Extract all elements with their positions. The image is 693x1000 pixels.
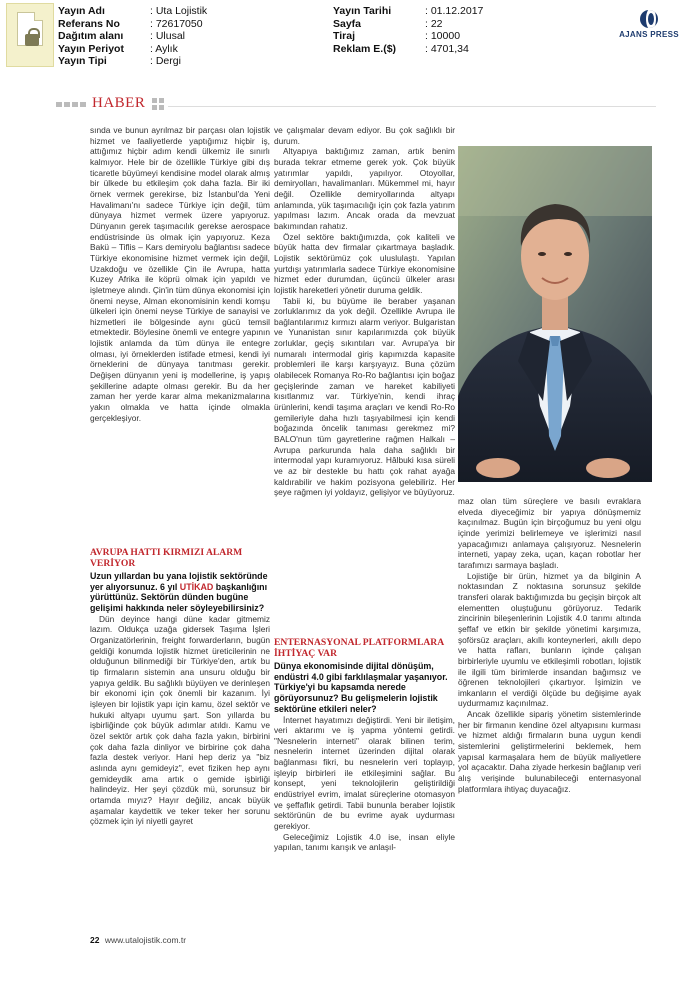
decorative-dots <box>56 102 86 107</box>
paragraph: Dün deyince hangi düne kadar gitmemiz lazım. Oldukça uzağa gidersek Taşıma İşleri Organizatörlerinin, freight forwarderların, bugün geldiği konumda lojistik hizmet üreticilerinin ne olduğunun bilinmediği bir Türkiye'den, artık bu tip firmaların sistemin ana unsuru olduğu bir yapıya geldik. Bu sağlıklı büyüyen ve derinleşen bir ekonomi için çok önemli bir kazanım. İyi işleyen bir lojistik yapı için kamu, özel sektör ve hukuki altyapı uyumu şart. Son yıllarda bu işbirliğinde çok büyük adımlar atıldı. Kamu ve özel sektör artık çok daha fazla yakın, birbirini çok daha fazla dinliyor ve birbirine çok daha fazla destek veriyor. Hani hep deriz ya "biz aslında aynı gemideyiz", evet fiziken hep aynı gemideydik ama artık o gemide işbirliği halindeyiz. Her şeyi çözdük mü, sorunsuz bir ortamda mıyız? Hayır değiliz, ancak büyük aşamalar kaydettik ve teker teker her sorunu çözmek için iyi niyetli gayret <box>90 613 270 827</box>
interview-question: Uzun yıllardan bu yana lojistik sektöründe yer alıyorsunuz. 6 yıl UTİKAD başkanlığını yürüttünüz. Sektörün dünden bugüne gelişimi hakkında neler söyleyebilirsiniz? <box>90 571 268 614</box>
portrait-photo <box>458 146 652 482</box>
meta-row: Referans No : 72617050 <box>58 17 203 30</box>
globe-icon <box>640 10 658 28</box>
paragraph: İnternet hayatımızı değiştirdi. Yeni bir iletişim, veri aktarımı ve iş yapma yöntemi getirdi. "Nesnelerin interneti" olarak bilinen terim, nesnelerin internet üzerinden dijital olarak bağlanması fikri, bu nesnelerin veri toplayıp, işleyip birbirleri ile etkileşimini sağlar. Bu konsept, yeni teknolojilerin geliştirildiği endüstriyel evrim, imalat süreçlerine otomasyon ve şeffaflık getirdi. Tabii bununla beraber lojistik sektörünün de bu evrime ayak uydurması gerekiyor. <box>274 714 455 832</box>
section-header <box>56 95 656 112</box>
meta-row: Yayın Periyot : Aylık <box>58 42 178 55</box>
paragraph: Tabii ki, bu büyüme ile beraber yaşanan zorluklarımız da yok değil. Özellikle Avrupa ile bağlantılarımız kırmızı alarm veriyor. Bulgaristan ve Yunanistan sınır kapılarımızda çok büyük zorluklar, geçiş sıkıntıları var. Avrupa'ya bir numaralı intermodal giriş kapımızda kapasite problemleri ile karşı karşıyayız. Buna çözüm olabilecek Romanya Ro-Ro bağlantısı için boğaz geçişlerinde zaman ve hareket kabiliyeti kısıtlanmız var. Türkiye'nin, kendi ihraç ürünlerini, kendi taşıma araçları ve kendi Ro-Ro gemileriyle daha hızlı taşıyabilmesi için kendi boğazında öncelik tanıması gerekmez mi? BALO'nun tüm gayretlerine rağmen Halkalı – Avrupa parkurunda hala daha sağlıklı bir intermodal yapı kuramıyoruz. Hâlbuki kısa süreli ve az bir destekle bu hattı çok rahat ayağa kaldırabilir ve hakim pozisyona gelebiliriz. Her şeye rağmen iyi yoldayız, gelişiyor ve büyüyoruz. <box>274 295 455 498</box>
meta-row: Tiraj : 10000 <box>333 30 461 42</box>
subheading: ENTERNASYONAL PLATFORMLARA İHTİYAÇ VAR <box>274 637 444 659</box>
page-footer <box>90 935 186 945</box>
paragraph: sında ve bunun ayrılmaz bir parçası olan lojistik hizmet ve faaliyetlerde yaptığımız hiçbir iş, attığımız hiçbir adım kendi ülkemiz ile sınırlı kalmıyor. Hele bir de özellikle Türkiye gibi dış ticaretle büyümeyi kendisine model olarak almış bir ülkede bu etkileşim çok daha fazla. Bir iki örnek vermek gerekirse, biz İstanbul'da Yeni Havalimanı'nı sadece Türkiye için değil, tüm dünyaya hizmet vermek üzere yapıyoruz. Dünyanın gerek taşımacılık gerekse aerospace endüstrisinde üs olmak için yapıyoruz. Keza Bakü – Tiflis – Kars demiryolu bağlantısı sadece Türkiye ekonomisine hizmet vermek için değil, Uzakdoğu ve özellikle Çin ile Avrupa, hatta Kuzey Afrika ile köprü olmak için yapıldı ve işletmeye alındı. Çin'in tüm dünya ekonomisi için önemi neyse, Alman ekonomisinin kendi komşu ülkeleri için önemi neyse Türkiye de sanayisi ve hizmetleri ile bölgesinde aynı gücü temsil etmektedir. Böylesine önemli ve entegre yapının lojistik anlamda da tüm dünya ile entegre olması, iyi örneklerden istifade etmesi, kendi iyi örneklerini de dünyaya tanıtması gerekir. Değişen dünyanın yeni iş modellerine, iş yapış şekillerine adapte olması gerekir. Bu da her zaman her yerde karar alma mekanizmalarına yakın olmakla ve hatta içinde olmakla gerçekleşiyor. <box>90 125 270 423</box>
grid-icon <box>152 98 164 110</box>
document-lock-icon <box>6 3 54 67</box>
paragraph: Geleceğimiz Lojistik 4.0 ise, insan eliyle yapılan, tanımı karışık ve anlaşıl- <box>274 831 455 853</box>
meta-row: Yayın Adı : Uta Lojistik <box>58 5 208 17</box>
article-column-2 <box>274 125 455 637</box>
paragraph: Ancak özellikle sipariş yönetim sistemlerinde her bir firmanın kendine özel altyapısını kurması ve hizmet aldığı firmaların buna uygun kendi sistemlerini geliştirmelerini beklemek, hem yapısal karmaşalara hem de büyük maliyetlere yol açacaktır. Daha ziyade herkesin bağlanıp veri alış verişinde bulunabileceği enternasyonal platformlara ihtiyaç duyacağız. <box>458 709 641 794</box>
section-rule <box>168 106 656 107</box>
paragraph: Altyapıya baktığımız zaman, artık benim burada tekrar etmeme gerek yok. Çok büyük yatırımlar yapıldı, yapılıyor. Otoyollar, demiryolları, havalimanları. Mükemmel mi, hayır değil. Özellikle demiryollarında altyapı anlamında, yük taşımacılığı için çok fazla yatırım yapılması lazım. Ancak orada da mevzuat bakımından rahatız. <box>274 146 455 231</box>
meta-row: Yayın Tipi : Dergi <box>58 55 181 67</box>
article-column-3 <box>458 496 641 920</box>
paragraph: ve çalışmalar devam ediyor. Bu çok sağlıklı bir durum. <box>274 125 455 146</box>
clipping-header <box>0 0 693 72</box>
paragraph: Özel sektöre baktığımızda, çok kaliteli ve büyük hatta dev firmalar çıkartmaya başladık. Lojistik sektörümüz çok uluslulaştı. Yapılan yurtdışı yatırımlarla sadece Türkiye ekonomisine hizmet eder durumdan, üçüncü ülkeler arası lojistik hareketleri yönetir duruma geldik. <box>274 231 455 295</box>
paragraph: Lojistiğe bir ürün, hizmet ya da bilginin A noktasından Z noktasına sorunsuz şekilde transferi olarak baktığımızda bu geçişin birçok alt elementten oluştuğunu görüyoruz. Tedarik zincirinin bileşenlerinin Lojistik 4.0 tarımı altında şeffaf ve etkin bir şekilde yönetimi karşımıza, şoförsüz araçları, akıllı konteynerleri, akıllı depo ve hatta rafları, bunların içinde çalışan birbirleriyle uyumlu ve etkileşimli robotları, lojistik ile ilgili tüm birimlerde insandan bağımsız ve öğrenen teknolojileri çıkartıyor. İşimizin ve imkanların el verdiği ölçüde bu değişime ayak uydurmamız kaçınılmaz. <box>458 570 641 709</box>
subheading: AVRUPA HATTI KIRMIZI ALARM VERİYOR <box>90 547 243 569</box>
meta-left <box>58 5 207 68</box>
meta-row: Reklam E.($) : 4701,34 <box>333 42 469 55</box>
meta-row: Sayfa : 22 <box>333 17 443 30</box>
meta-row: Dağıtım alanı : Ulusal <box>58 30 186 42</box>
paragraph: maz olan tüm süreçlere ve basılı evraklara elveda diyeceğimiz bir yapıya dönüşmemiz kaçınılmaz. Bugün için birçoğumuz bu yeni olgu içinde yerimizi belirlemeye ve işlerimizi nasıl yapacağımızı anlamaya çalışıyoruz. Nesnelerin interneti, yapay zeka, uçan, kaçan robotlar her tarafımızı sarmaya başladı. <box>458 496 641 570</box>
interview-question: Dünya ekonomisinde dijital dönüşüm, endüstri 4.0 gibi farklılaşmalar yaşanıyor. Türkiye'yi bu kapsamda nerede görüyorsunuz? Bu gelişmelerin lojistik sektörüne etkileri neler? <box>274 661 448 714</box>
page-number: 22 <box>90 935 100 945</box>
meta-row: Yayın Tarihi : 01.12.2017 <box>333 5 484 17</box>
article-column-1-lower <box>90 547 270 920</box>
section-title: HABER <box>92 95 146 111</box>
article-column-1 <box>90 125 270 540</box>
meta-right <box>333 5 483 55</box>
ajans-press-logo: AJANS PRESS <box>612 10 686 39</box>
brand-name: UTİKAD <box>179 581 214 592</box>
footer-url: www.utalojistik.com.tr <box>104 935 187 945</box>
article-column-2-lower <box>274 637 455 920</box>
